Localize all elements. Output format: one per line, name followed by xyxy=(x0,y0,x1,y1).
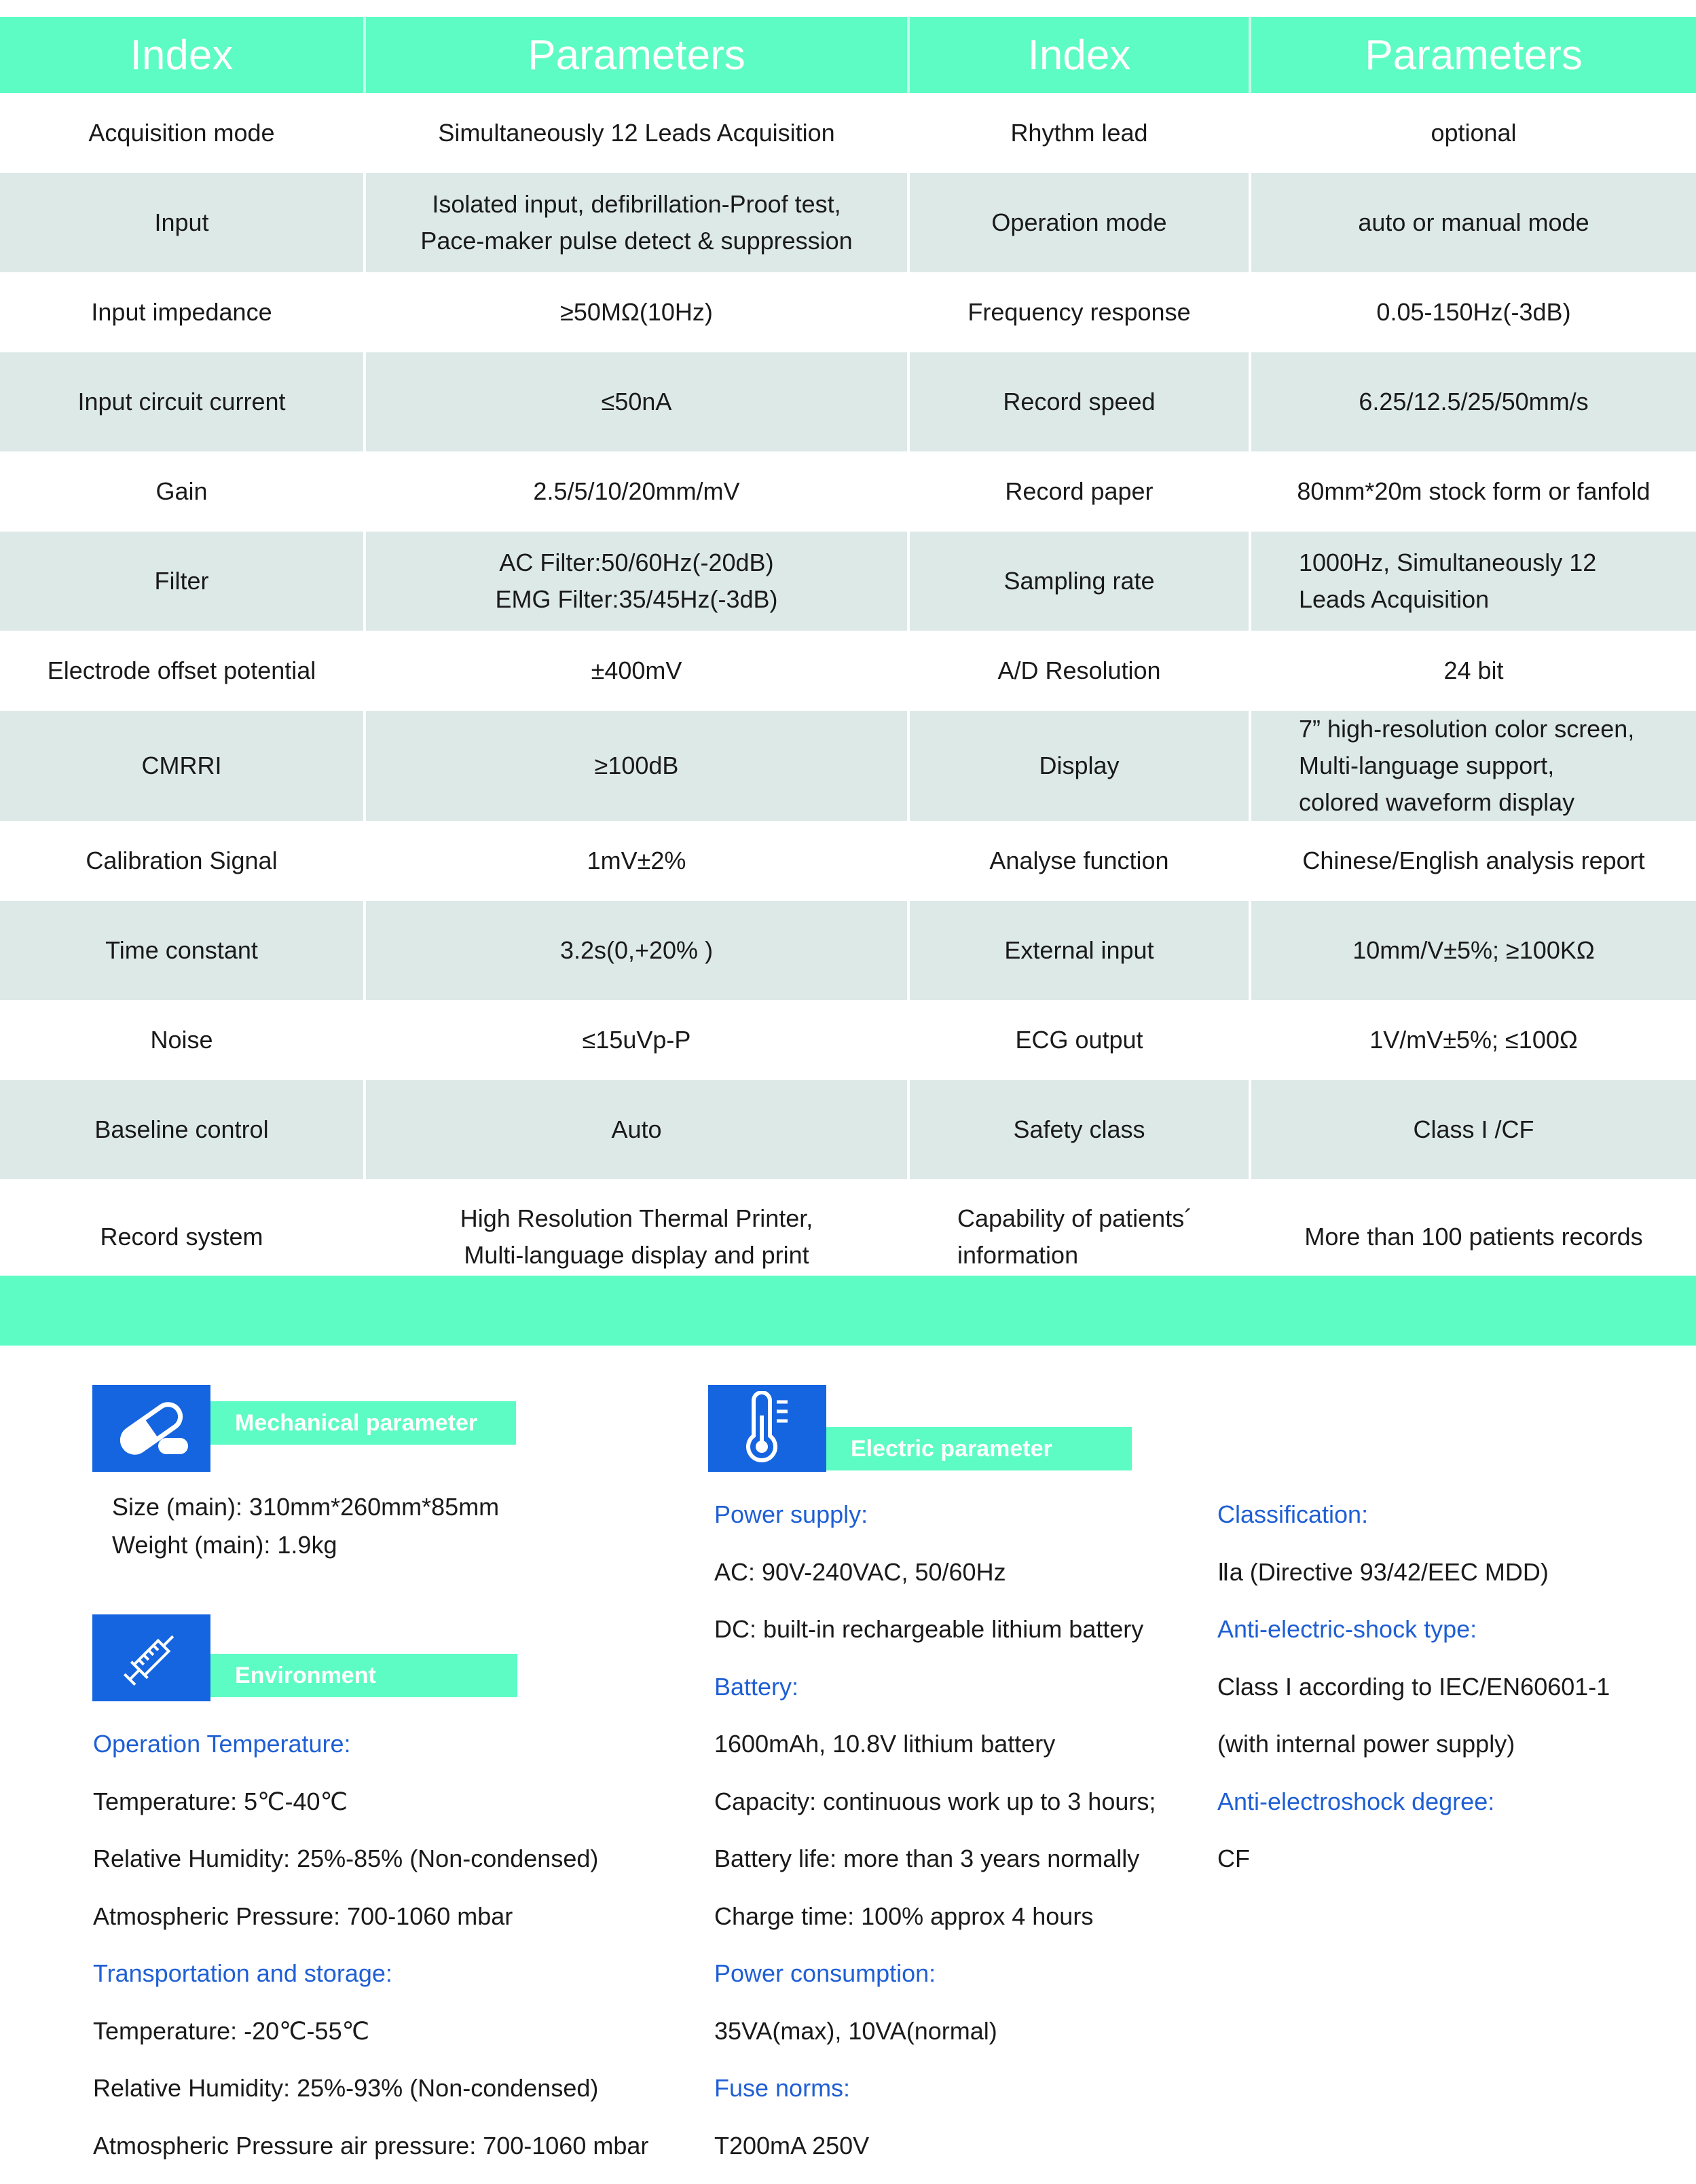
index-cell: Filter xyxy=(0,532,365,631)
table-row xyxy=(0,352,1696,451)
parameter-cell xyxy=(1250,711,1696,821)
cell-line: 7” high-resolution color screen, xyxy=(1299,711,1689,747)
cell-line: 80mm*20m stock form or fanfold xyxy=(1258,473,1689,510)
parameter-cell xyxy=(1250,451,1696,532)
environment-section-header xyxy=(92,1614,517,1701)
cell-line: More than 100 patients records xyxy=(1258,1219,1689,1255)
spec-heading: Transportation and storage: xyxy=(93,1955,648,2012)
spec-line: Atmospheric Pressure: 700-1060 mbar xyxy=(93,1898,648,1955)
header-index-1: Index xyxy=(0,17,365,93)
index-cell xyxy=(908,711,1250,821)
cell-line: Record speed xyxy=(917,384,1242,420)
cell-line: 10mm/V±5%; ≥100KΩ xyxy=(1258,932,1689,969)
spec-line: AC: 90V-240VAC, 50/60Hz xyxy=(714,1553,1156,1611)
index-cell xyxy=(908,532,1250,631)
index-cell: Record system xyxy=(0,1179,365,1295)
cell-line: ECG output xyxy=(917,1022,1242,1058)
index-cell xyxy=(908,352,1250,451)
cell-line: ≤15uVp-P xyxy=(373,1022,900,1058)
electric-specs-right xyxy=(1217,1496,1610,1898)
index-cell xyxy=(908,631,1250,711)
index-cell xyxy=(908,93,1250,173)
index-cell xyxy=(908,451,1250,532)
spec-line: Class I according to IEC/EN60601-1 xyxy=(1217,1668,1610,1726)
cell-line: Frequency response xyxy=(917,294,1242,331)
cell-line: Record paper xyxy=(917,473,1242,510)
spec-line: CF xyxy=(1217,1840,1610,1898)
parameter-cell xyxy=(1250,93,1696,173)
spec-line: Relative Humidity: 25%-93% (Non-condensed) xyxy=(93,2069,648,2127)
index-cell xyxy=(908,173,1250,272)
cell-line: Multi-language display and print xyxy=(373,1237,900,1274)
table-row xyxy=(0,1000,1696,1080)
cell-line: optional xyxy=(1258,115,1689,151)
index-cell: Input circuit current xyxy=(0,352,365,451)
spec-line: Atmospheric Pressure air pressure: 700-1060 mbar xyxy=(93,2127,648,2184)
electric-specs-left xyxy=(714,1496,1156,2184)
parameter-cell xyxy=(365,173,908,272)
cell-line: EMG Filter:35/45Hz(-3dB) xyxy=(373,581,900,618)
index-cell: Electrode offset potential xyxy=(0,631,365,711)
parameter-cell xyxy=(1250,352,1696,451)
cell-line: 1000Hz, Simultaneously 12 xyxy=(1299,544,1689,581)
parameter-cell xyxy=(1250,821,1696,901)
header-parameters-2: Parameters xyxy=(1250,17,1696,93)
parameter-cell xyxy=(365,711,908,821)
parameter-cell xyxy=(365,93,908,173)
index-cell: Gain xyxy=(0,451,365,532)
parameter-cell xyxy=(1250,173,1696,272)
index-cell: Input xyxy=(0,173,365,272)
spec-heading: Anti-electric-shock type: xyxy=(1217,1610,1610,1668)
spec-heading: Power consumption: xyxy=(714,1955,1156,2012)
parameter-cell xyxy=(1250,272,1696,352)
spec-line: Charge time: 100% approx 4 hours xyxy=(714,1898,1156,1955)
section-divider-band xyxy=(0,1276,1696,1346)
cell-line: Isolated input, defibrillation-Proof test, xyxy=(373,186,900,223)
cell-line: Sampling rate xyxy=(917,563,1242,599)
spec-line: (with internal power supply) xyxy=(1217,1725,1610,1783)
spec-heading: Battery: xyxy=(714,1668,1156,1726)
spec-line: 35VA(max), 10VA(normal) xyxy=(714,2012,1156,2070)
mechanical-title: Mechanical parameter xyxy=(210,1401,516,1445)
spec-line: Temperature: 5℃-40℃ xyxy=(93,1783,648,1840)
header-parameters-1: Parameters xyxy=(365,17,908,93)
cell-line: AC Filter:50/60Hz(-20dB) xyxy=(373,544,900,581)
environment-specs xyxy=(93,1725,648,2184)
index-cell: Noise xyxy=(0,1000,365,1080)
mechanical-weight: Weight (main): 1.9kg xyxy=(112,1526,499,1564)
cell-line: A/D Resolution xyxy=(917,652,1242,689)
spec-line: Temperature: -20℃-55℃ xyxy=(93,2012,648,2070)
index-cell: Time constant xyxy=(0,901,365,1000)
cell-line: Pace-maker pulse detect & suppression xyxy=(373,223,900,259)
cell-line: Simultaneously 12 Leads Acquisition xyxy=(373,115,900,151)
parameter-cell xyxy=(1250,1080,1696,1179)
cell-line: ≥100dB xyxy=(373,747,900,784)
index-cell: CMRRI xyxy=(0,711,365,821)
cell-line: 1mV±2% xyxy=(373,843,900,879)
table-header-row xyxy=(0,17,1696,93)
table-body xyxy=(0,93,1696,1295)
cell-line: Operation mode xyxy=(917,204,1242,241)
parameter-cell xyxy=(365,532,908,631)
parameter-cell xyxy=(1250,532,1696,631)
cell-line: ±400mV xyxy=(373,652,900,689)
index-cell xyxy=(908,272,1250,352)
parameter-cell xyxy=(365,821,908,901)
index-cell: Baseline control xyxy=(0,1080,365,1179)
table-row xyxy=(0,1080,1696,1179)
table-row xyxy=(0,451,1696,532)
parameter-cell xyxy=(1250,901,1696,1000)
spec-heading: Fuse norms: xyxy=(714,2069,1156,2127)
header-index-2: Index xyxy=(908,17,1250,93)
table-row xyxy=(0,631,1696,711)
index-cell xyxy=(908,821,1250,901)
cell-line: Rhythm lead xyxy=(917,115,1242,151)
spec-line: T200mA 250V xyxy=(714,2127,1156,2184)
cell-line: auto or manual mode xyxy=(1258,204,1689,241)
cell-line: colored waveform display xyxy=(1299,784,1689,821)
cell-line: Analyse function xyxy=(917,843,1242,879)
cell-line: Auto xyxy=(373,1111,900,1148)
parameter-cell xyxy=(1250,631,1696,711)
table-row xyxy=(0,901,1696,1000)
cell-line: External input xyxy=(917,932,1242,969)
cell-line: 2.5/5/10/20mm/mV xyxy=(373,473,900,510)
spec-heading: Operation Temperature: xyxy=(93,1725,648,1783)
mechanical-size: Size (main): 310mm*260mm*85mm xyxy=(112,1488,499,1526)
cell-line: 6.25/12.5/25/50mm/s xyxy=(1258,384,1689,420)
mechanical-section-header xyxy=(92,1385,516,1472)
table-row xyxy=(0,821,1696,901)
spec-line: DC: built-in rechargeable lithium battery xyxy=(714,1610,1156,1668)
index-cell: Acquisition mode xyxy=(0,93,365,173)
parameter-cell xyxy=(365,1080,908,1179)
mechanical-specs xyxy=(112,1488,499,1564)
table-row xyxy=(0,272,1696,352)
cell-line: Class I /CF xyxy=(1258,1111,1689,1148)
cell-line: High Resolution Thermal Printer, xyxy=(373,1200,900,1237)
table-row xyxy=(0,532,1696,631)
spec-line: Relative Humidity: 25%-85% (Non-condensed) xyxy=(93,1840,648,1898)
index-cell xyxy=(908,1080,1250,1179)
cell-line: Safety class xyxy=(917,1111,1242,1148)
cell-line: Chinese/English analysis report xyxy=(1258,843,1689,879)
cell-line: 24 bit xyxy=(1258,652,1689,689)
index-cell xyxy=(908,901,1250,1000)
index-cell xyxy=(908,1000,1250,1080)
electric-title: Electric parameter xyxy=(826,1427,1132,1470)
parameter-cell xyxy=(365,352,908,451)
cell-line: Multi-language support, xyxy=(1299,747,1689,784)
capsule-icon xyxy=(92,1385,210,1472)
thermometer-icon xyxy=(708,1385,826,1472)
spec-line: 1600mAh, 10.8V lithium battery xyxy=(714,1725,1156,1783)
index-cell: Calibration Signal xyxy=(0,821,365,901)
cell-line: Capability of patients´ xyxy=(957,1200,1242,1237)
syringe-icon xyxy=(92,1614,210,1701)
parameter-cell xyxy=(1250,1000,1696,1080)
spec-line: Capacity: continuous work up to 3 hours; xyxy=(714,1783,1156,1840)
spec-heading: Classification: xyxy=(1217,1496,1610,1553)
table-row xyxy=(0,711,1696,821)
parameter-cell xyxy=(365,631,908,711)
parameter-cell xyxy=(365,901,908,1000)
spec-line: Battery life: more than 3 years normally xyxy=(714,1840,1156,1898)
cell-line: 3.2s(0,+20% ) xyxy=(373,932,900,969)
spec-table xyxy=(0,17,1696,1295)
table-row xyxy=(0,173,1696,272)
cell-line: Display xyxy=(917,747,1242,784)
parameter-cell xyxy=(365,451,908,532)
cell-line: 0.05-150Hz(-3dB) xyxy=(1258,294,1689,331)
spec-heading: Anti-electroshock degree: xyxy=(1217,1783,1610,1840)
index-cell: Input impedance xyxy=(0,272,365,352)
electric-section-header xyxy=(708,1385,1132,1472)
table-row xyxy=(0,93,1696,173)
spec-line: Ⅱa (Directive 93/42/EEC MDD) xyxy=(1217,1553,1610,1611)
cell-line: 1V/mV±5%; ≤100Ω xyxy=(1258,1022,1689,1058)
parameter-cell xyxy=(365,272,908,352)
environment-title: Environment xyxy=(210,1654,517,1697)
cell-line: ≤50nA xyxy=(373,384,900,420)
cell-line: information xyxy=(957,1237,1242,1274)
cell-line: ≥50MΩ(10Hz) xyxy=(373,294,900,331)
spec-heading: Power supply: xyxy=(714,1496,1156,1553)
cell-line: Leads Acquisition xyxy=(1299,581,1689,618)
parameter-cell xyxy=(365,1000,908,1080)
